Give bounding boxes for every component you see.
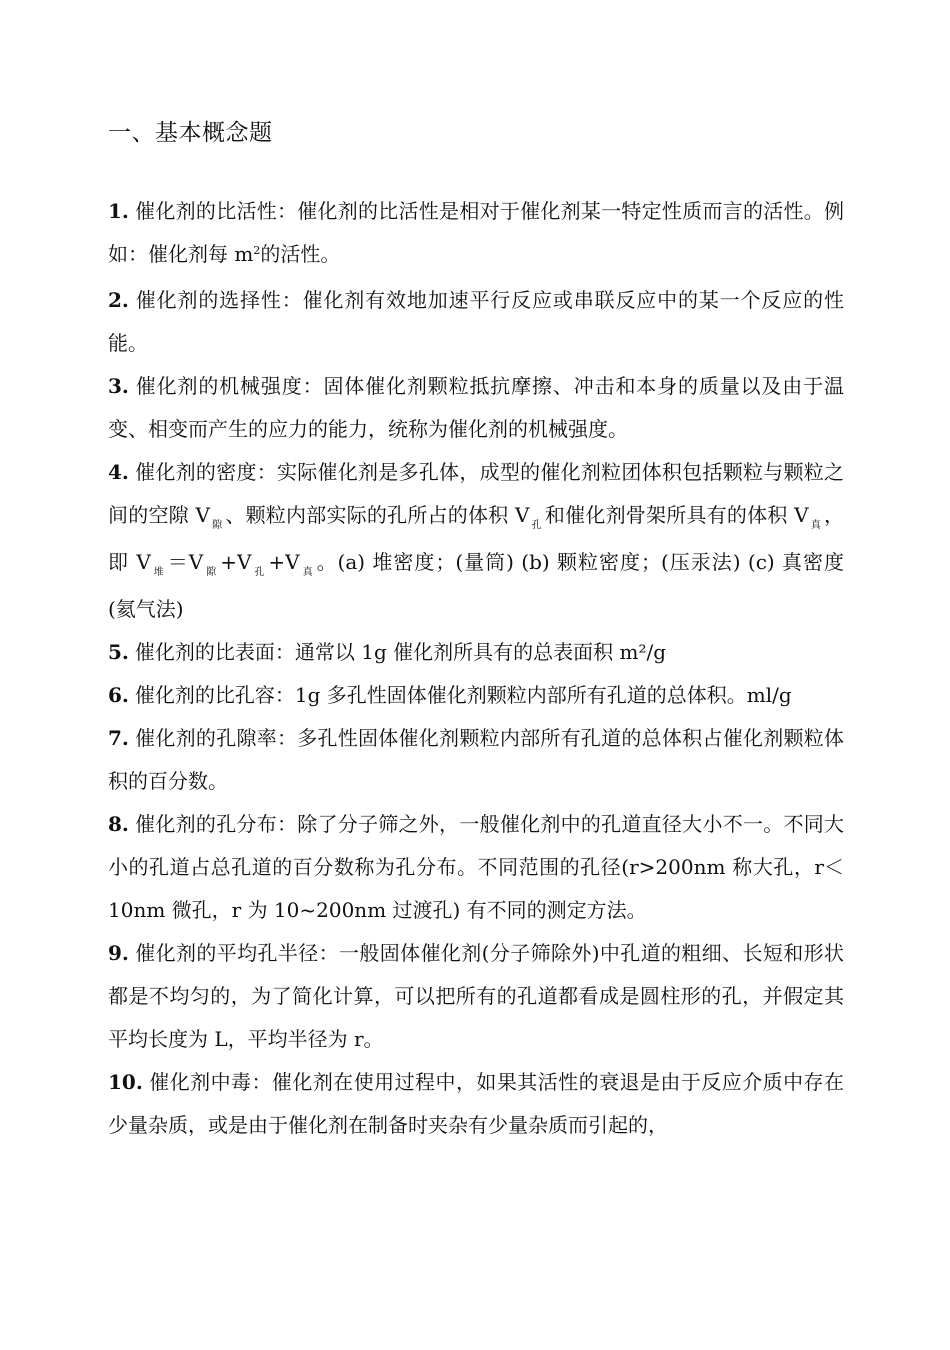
item-number: 9. (108, 941, 129, 965)
item-text: 催化剂的选择性：催化剂有效地加速平行反应或串联反应中的某一个反应的性能。 (108, 288, 844, 355)
item-text: 催化剂的机械强度：固体催化剂颗粒抵抗摩擦、冲击和本身的质量以及由于温变、相变而产生的应力的能力，统称为催化剂的机械强度。 (108, 374, 844, 441)
item-text: +V (220, 550, 252, 574)
item-number: 10. (108, 1070, 143, 1094)
item-number: 1. (108, 199, 129, 223)
definition-item-7 (108, 717, 844, 803)
subscript: 隙 (205, 567, 218, 578)
item-text: ＝V (167, 550, 204, 574)
item-text: 。(a) 堆密度；(量筒) (b) 颗粒密度；(压汞法) (c) 真密度 (氦气法) (108, 550, 845, 621)
item-text: +V (268, 550, 300, 574)
subscript: 孔 (531, 520, 542, 531)
definition-item-6 (108, 674, 844, 717)
item-text: ，即 V (108, 503, 845, 574)
item-text: 和催化剂骨架所具有的体积 V (544, 503, 809, 527)
definition-item-5 (108, 631, 844, 674)
definition-item-3 (108, 365, 844, 451)
item-text: 催化剂的比表面：通常以 1g 催化剂所具有的总表面积 m²/g (134, 640, 667, 664)
item-text: 催化剂的孔分布：除了分子筛之外，一般催化剂中的孔道直径大小不一。不同大小的孔道占总孔道的百分数称为孔分布。不同范围的孔径(r>200nm 称大孔，r＜10nm 微孔，r 为 10~200nm 过渡孔) 有不同的测定方法。 (108, 812, 844, 922)
item-text: 催化剂的比活性：催化剂的比活性是相对于催化剂某一特定性质而言的活性。例如：催化剂每 m (108, 199, 844, 266)
item-text: 催化剂的孔隙率：多孔性固体催化剂颗粒内部所有孔道的总体积占催化剂颗粒体积的百分数。 (108, 726, 844, 793)
definition-item-9 (108, 932, 844, 1061)
item-number: 6. (108, 683, 129, 707)
item-number: 3. (108, 374, 129, 398)
definition-item-8 (108, 803, 844, 932)
item-text: 、颗粒内部实际的孔所占的体积 V (225, 503, 530, 527)
item-text: 催化剂的密度：实际催化剂是多孔体，成型的催化剂粒团体积包括颗粒与颗粒之间的空隙 V (108, 460, 844, 527)
item-number: 7. (108, 726, 129, 750)
item-text: 催化剂的平均孔半径：一般固体催化剂(分子筛除外)中孔道的粗细、长短和形状都是不均匀的，为了简化计算，可以把所有的孔道都看成是圆柱形的孔，并假定其平均长度为 L，平均半径为 r。 (108, 941, 844, 1051)
definition-item-10 (108, 1061, 844, 1147)
item-number: 4. (108, 460, 129, 484)
subscript: 隙 (211, 520, 223, 531)
item-number: 2. (108, 288, 129, 312)
subscript: 真 (301, 567, 314, 578)
definition-item-1 (108, 190, 844, 279)
subscript: 堆 (152, 567, 165, 578)
definition-item-4 (108, 451, 844, 631)
item-text: 催化剂的比孔容：1g 多孔性固体催化剂颗粒内部所有孔道的总体积。ml/g (134, 683, 792, 707)
item-text: 催化剂中毒：催化剂在使用过程中，如果其活性的衰退是由于反应介质中存在少量杂质，或是由于催化剂在制备时夹杂有少量杂质而引起的， (108, 1070, 844, 1137)
item-number: 5. (108, 640, 129, 664)
item-number: 8. (108, 812, 129, 836)
item-text-tail: 的活性。 (260, 242, 341, 266)
subscript: 孔 (253, 567, 266, 578)
subscript: 真 (810, 520, 822, 531)
definition-item-2 (108, 279, 844, 365)
superscript: 2 (253, 244, 261, 257)
section-heading: 一、基本概念题 (108, 120, 273, 146)
definition-list (108, 190, 844, 1147)
